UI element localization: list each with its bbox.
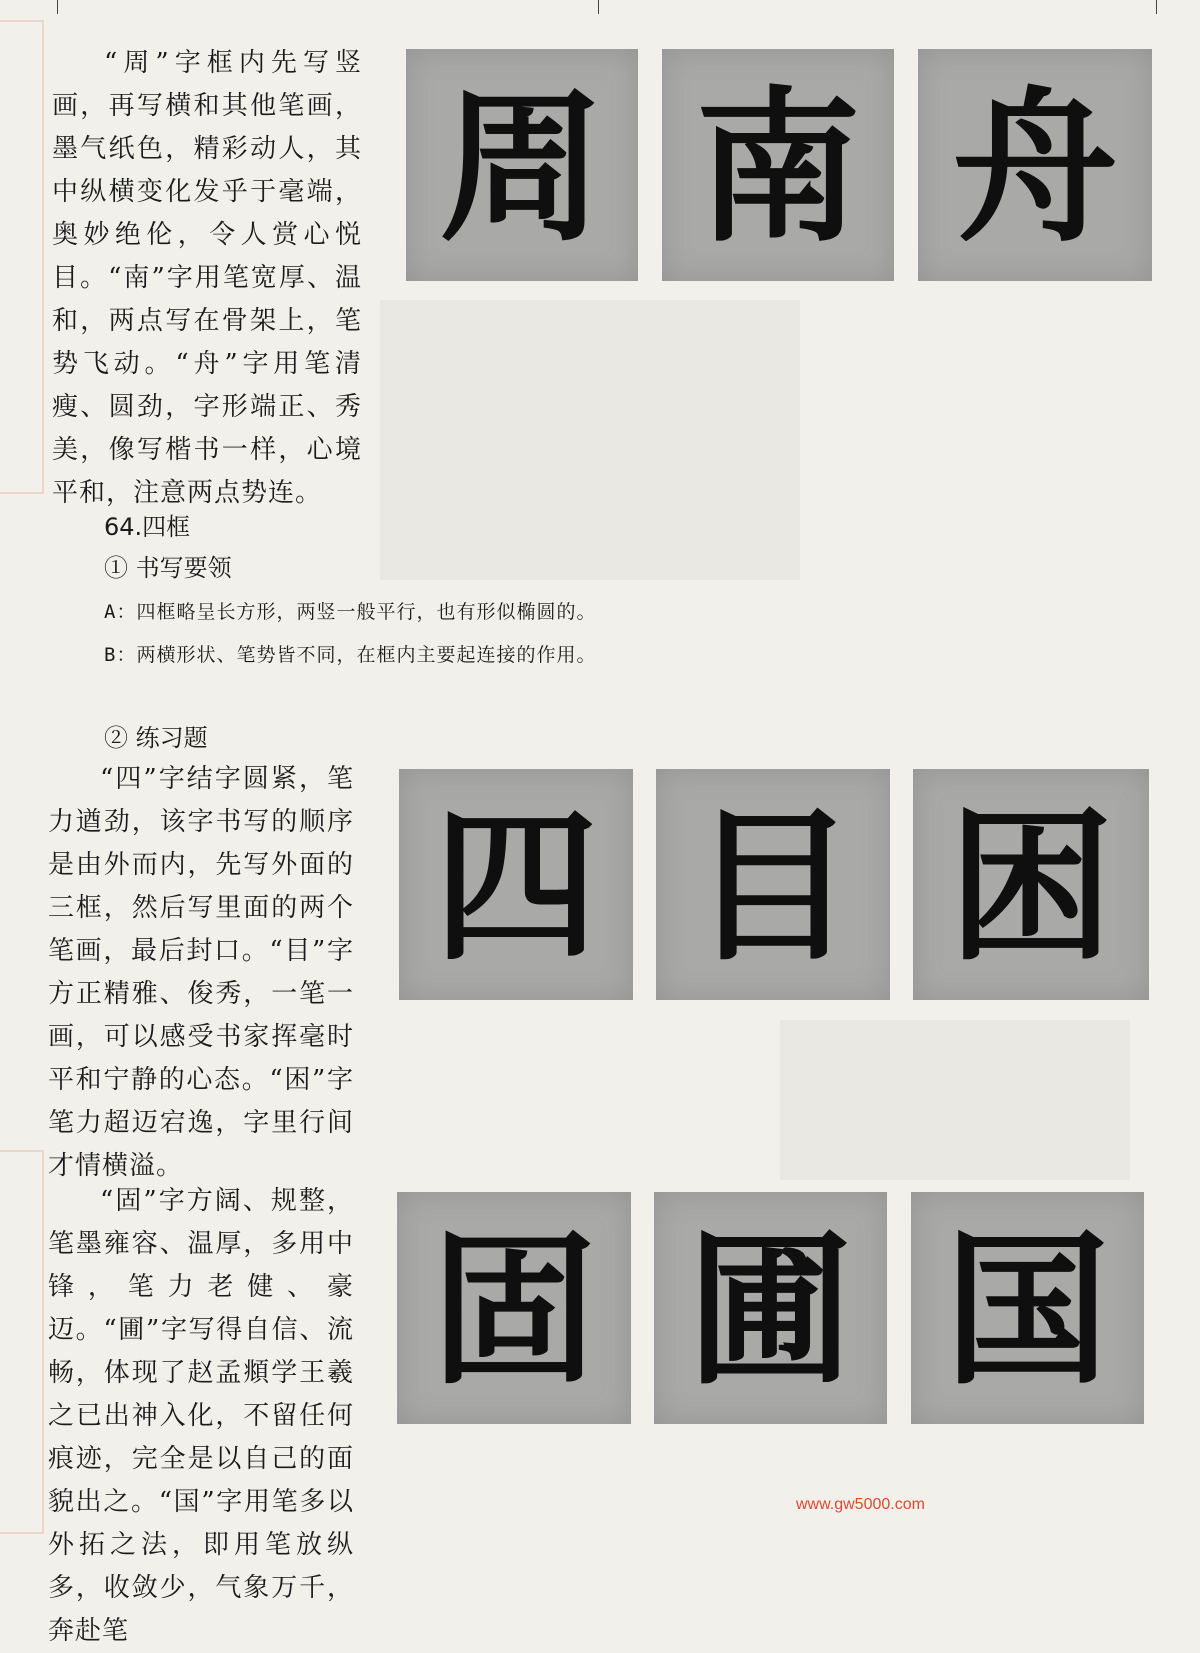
calligraphy-tile-gu bbox=[397, 1192, 631, 1424]
background-ghost-block bbox=[780, 1020, 1130, 1180]
watermark-url: www.gw5000.com bbox=[796, 1496, 925, 1513]
point-a: A：四框略呈长方形，两竖一般平行，也有形似椭圆的。 bbox=[104, 601, 597, 623]
calligraphy-tile-si bbox=[399, 769, 633, 1000]
calligraphy-character: 南 bbox=[695, 70, 861, 264]
calligraphy-character: 困 bbox=[948, 789, 1114, 983]
background-seal bbox=[0, 1150, 44, 1534]
background-seal bbox=[0, 20, 44, 494]
calligraphy-character: 舟 bbox=[952, 70, 1118, 264]
calligraphy-tile-guo bbox=[911, 1192, 1144, 1424]
subsection-exercises: ② 练习题 bbox=[104, 724, 208, 752]
calligraphy-character: 圃 bbox=[687, 1213, 853, 1407]
calligraphy-tile-zhou bbox=[406, 49, 638, 281]
exercise-paragraph-1: “四”字结字圆紧，笔力遒劲，该字书写的顺序是由外而内，先写外面的三框，然后写里面的两个笔画，最后封口。“目”字方正精雅、俊秀，一笔一画，可以感受书家挥毫时平和宁静的心态。“困”字笔力超迈宕逸，字里行间才情横溢。 bbox=[48, 764, 354, 1181]
calligraphy-character: 周 bbox=[439, 70, 605, 264]
section-title: 64.四框 bbox=[104, 513, 191, 541]
subsection-writing-essentials: ① 书写要领 bbox=[104, 554, 232, 582]
crop-mark bbox=[598, 0, 599, 14]
calligraphy-character: 固 bbox=[431, 1213, 597, 1407]
calligraphy-tile-zhou2 bbox=[918, 49, 1152, 281]
exercise-paragraph-2: “固”字方阔、规整，笔墨雍容、温厚，多用中锋，笔力老健、豪迈。“圃”字写得自信、流畅，体现了赵孟頫学王羲之已出神入化，不留任何痕迹，完全是以自己的面貌出之。“国”字用笔多以外拓之法，即用笔放纵多，收敛少，气象万千，奔赴笔 bbox=[48, 1186, 354, 1646]
calligraphy-tile-pu bbox=[654, 1192, 887, 1424]
calligraphy-character: 四 bbox=[433, 789, 599, 983]
calligraphy-tile-kun bbox=[913, 769, 1149, 1000]
calligraphy-tile-mu bbox=[656, 769, 890, 1000]
calligraphy-character: 国 bbox=[944, 1213, 1110, 1407]
calligraphy-tile-nan bbox=[662, 49, 894, 281]
crop-mark bbox=[57, 0, 58, 14]
crop-mark bbox=[1156, 0, 1157, 14]
point-b: B：两横形状、笔势皆不同，在框内主要起连接的作用。 bbox=[104, 644, 597, 666]
background-ghost-block bbox=[380, 300, 800, 580]
calligraphy-character: 目 bbox=[690, 789, 856, 983]
intro-paragraph: “周”字框内先写竖画，再写横和其他笔画，墨气纸色，精彩动人，其中纵横变化发乎于毫端，奥妙绝伦，令人赏心悦目。“南”字用笔宽厚、温和，两点写在骨架上，笔势飞动。“舟”字用笔清瘦、圆劲，字形端正、秀美，像写楷书一样，心境平和，注意两点势连。 bbox=[52, 48, 362, 508]
